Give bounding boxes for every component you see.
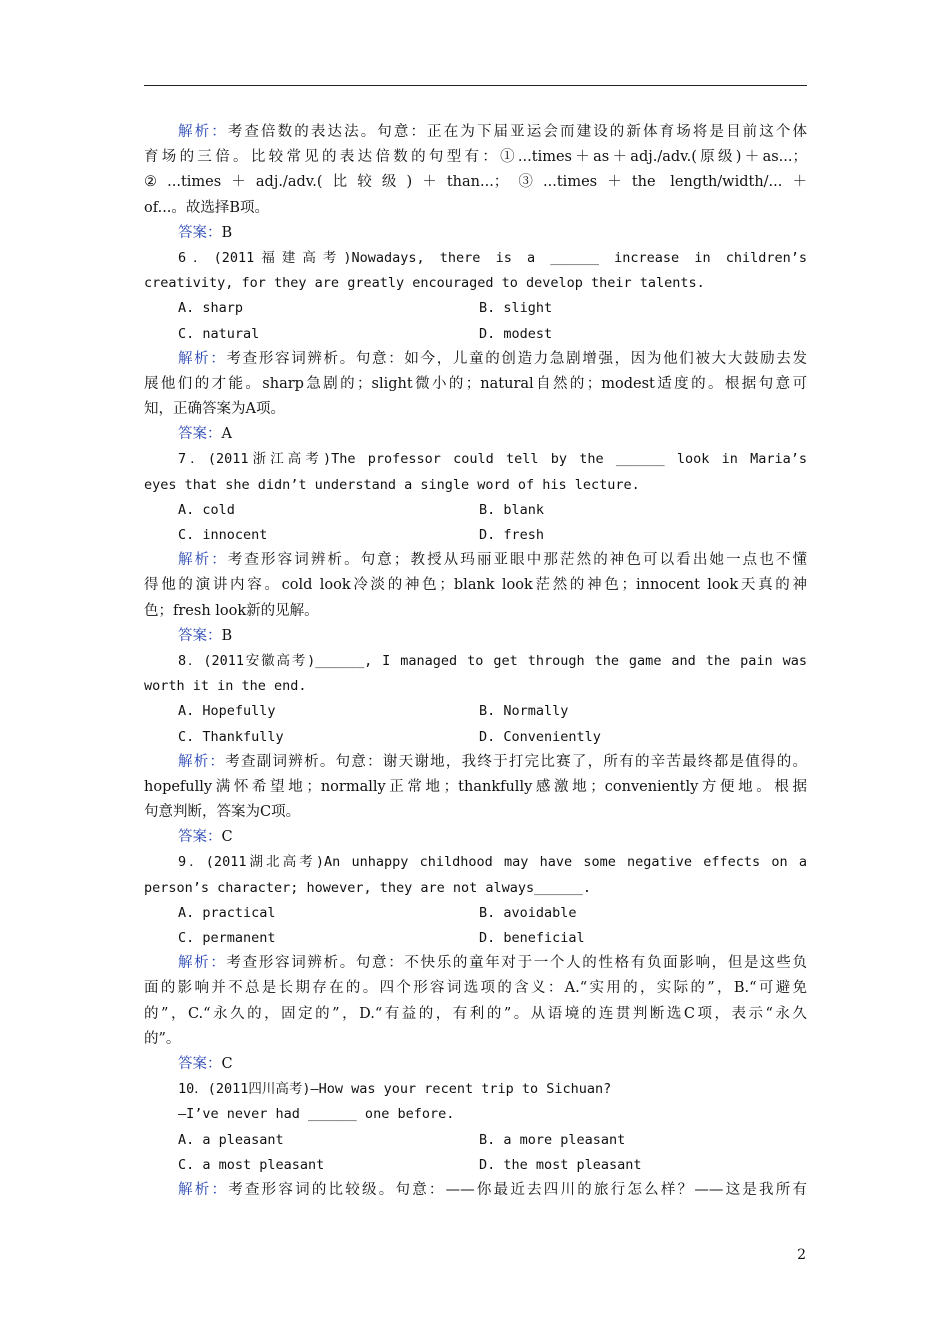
analysis-label: 解析： — [178, 955, 227, 972]
q9-analysis-line-3: 的”，C.“永久的，固定的”，D.“有益的，有利的”。从语境的连贯判断选C项，表示“永久 — [144, 1005, 807, 1022]
q5-answer: 答案：B — [178, 224, 233, 241]
option-b: B. Normally — [479, 703, 569, 720]
q8-analysis-line-3: 句意判断，答案为C项。 — [144, 804, 301, 821]
q8-stem-line-2: worth it in the end. — [144, 678, 307, 695]
q6-analysis-line-1: 解析：考查形容词辨析。句意：如今，儿童的创造力急剧增强，因为他们被大大鼓励去发 — [178, 350, 807, 367]
q7-stem-line-1: 7．(2011浙江高考)The professor could tell by the ______ look in Maria’s — [178, 451, 807, 468]
option-a: A. sharp — [178, 300, 244, 317]
option-c: C. Thankfully — [178, 728, 284, 745]
page-number: 2 — [797, 1247, 806, 1263]
header-rule — [144, 85, 807, 86]
q10-analysis-line-1: 解析：考查形容词的比较级。句意：——你最近去四川的旅行怎么样？——这是我所有 — [178, 1181, 807, 1198]
q9-analysis-line-1: 解析：考查形容词辨析。句意：不快乐的童年对于一个人的性格有负面影响，但是这些负 — [178, 955, 807, 972]
q9-stem-line-1: 9．(2011湖北高考)An unhappy childhood may have some negative effects on a — [178, 854, 807, 871]
q10-stem-line-1: 10．(2011四川高考)—How was your recent trip to Sichuan? — [178, 1081, 612, 1098]
q9-answer: 答案：C — [178, 1055, 233, 1072]
q9-options-row-2 — [144, 926, 807, 951]
q5-analysis-line-3: ②...times＋adj./adv.(比较级)＋than...；③...times＋the length/width/...＋ — [144, 174, 807, 191]
q8-answer: 答案：C — [178, 829, 233, 846]
q6-answer: 答案：A — [178, 426, 232, 443]
option-d: D. modest — [479, 325, 553, 342]
analysis-label: 解析： — [178, 552, 228, 569]
q9-analysis-line-2: 面的影响并不总是长期存在的。四个形容词选项的含义：A.“实用的，实际的”，B.“可避免 — [144, 980, 807, 997]
q7-stem-line-2: eyes that she didn’t understand a single word of his lecture. — [144, 476, 640, 493]
q5-analysis-line-1: 解析：考查倍数的表达法。句意：正在为下届亚运会而建设的新体育场将是目前这个体 — [178, 124, 807, 140]
q6-options-row-1 — [144, 296, 807, 321]
q6-analysis-line-3: 知，正确答案为A项。 — [144, 401, 285, 418]
q9-options-row-1 — [144, 901, 807, 926]
analysis-label: 解析： — [178, 350, 227, 367]
analysis-label: 解析： — [178, 124, 228, 140]
analysis-label: 解析： — [178, 1181, 229, 1198]
q6-analysis-line-2: 展他们的才能。sharp急剧的；slight微小的；natural自然的；modest适度的。根据句意可 — [144, 375, 807, 392]
option-a: A. Hopefully — [178, 703, 276, 720]
option-d: D. Conveniently — [479, 728, 601, 745]
answer-label: 答案： — [178, 829, 222, 846]
document-page — [144, 120, 807, 1203]
answer-label: 答案： — [178, 627, 222, 644]
q7-analysis-line-1: 解析：考查形容词辨析。句意；教授从玛丽亚眼中那茫然的神色可以看出她一点也不懂 — [178, 552, 807, 569]
answer-label: 答案： — [178, 224, 222, 241]
option-c: C. a most pleasant — [178, 1156, 325, 1173]
q7-analysis-line-3: 色；fresh look新的见解。 — [144, 602, 319, 619]
q7-analysis-line-2: 得他的演讲内容。cold look冷淡的神色；blank look茫然的神色；innocent look天真的神 — [144, 577, 807, 594]
q8-stem-line-1: 8．(2011安徽高考)______, I managed to get through the game and the pain was — [178, 652, 807, 669]
option-a: A. cold — [178, 501, 235, 518]
option-b: B. blank — [479, 501, 545, 518]
option-a: A. practical — [178, 904, 276, 921]
option-c: C. innocent — [178, 527, 268, 543]
q7-answer: 答案：B — [178, 627, 233, 644]
q7-options-row-2 — [144, 523, 807, 548]
answer-label: 答案： — [178, 1055, 222, 1072]
q9-stem-line-2: person’s character; however, they are not always______. — [144, 879, 592, 896]
q6-options-row-2 — [144, 322, 807, 347]
option-d: D. fresh — [479, 527, 545, 543]
option-a: A. a pleasant — [178, 1131, 284, 1148]
q5-analysis-line-4: of...。故选择B项。 — [144, 199, 270, 216]
q6-stem-line-1: 6．(2011福建高考)Nowadays, there is a ______ increase in children’s — [178, 249, 807, 266]
option-b: B. avoidable — [479, 904, 577, 921]
option-d: D. beneficial — [479, 930, 585, 946]
q10-stem-line-2: —I’ve never had ______ one before. — [178, 1106, 455, 1123]
option-c: C. natural — [178, 325, 260, 342]
option-b: B. slight — [479, 300, 553, 317]
option-b: B. a more pleasant — [479, 1131, 626, 1148]
q7-options-row-1 — [144, 498, 807, 523]
option-d: D. the most pleasant — [479, 1156, 642, 1173]
answer-label: 答案： — [178, 426, 222, 443]
option-c: C. permanent — [178, 930, 276, 946]
q6-stem-line-2: creativity, for they are greatly encouraged to develop their talents. — [144, 275, 705, 292]
q8-options-row-2 — [144, 725, 807, 750]
q8-analysis-line-1: 解析：考查副词辨析。句意：谢天谢地，我终于打完比赛了，所有的辛苦最终都是值得的。 — [178, 753, 807, 770]
analysis-label: 解析： — [178, 753, 226, 770]
q8-options-row-1 — [144, 699, 807, 724]
q8-analysis-line-2: hopefully满怀希望地；normally正常地；thankfully感激地；conveniently方便地。根据 — [144, 778, 807, 795]
q10-options-row-2 — [144, 1153, 807, 1178]
q5-analysis-line-2: 育场的三倍。比较常见的表达倍数的句型有：①...times＋as＋adj./adv.(原级)＋as...； — [144, 149, 807, 166]
q10-options-row-1 — [144, 1128, 807, 1153]
q9-analysis-line-4: 的”。 — [144, 1030, 181, 1047]
